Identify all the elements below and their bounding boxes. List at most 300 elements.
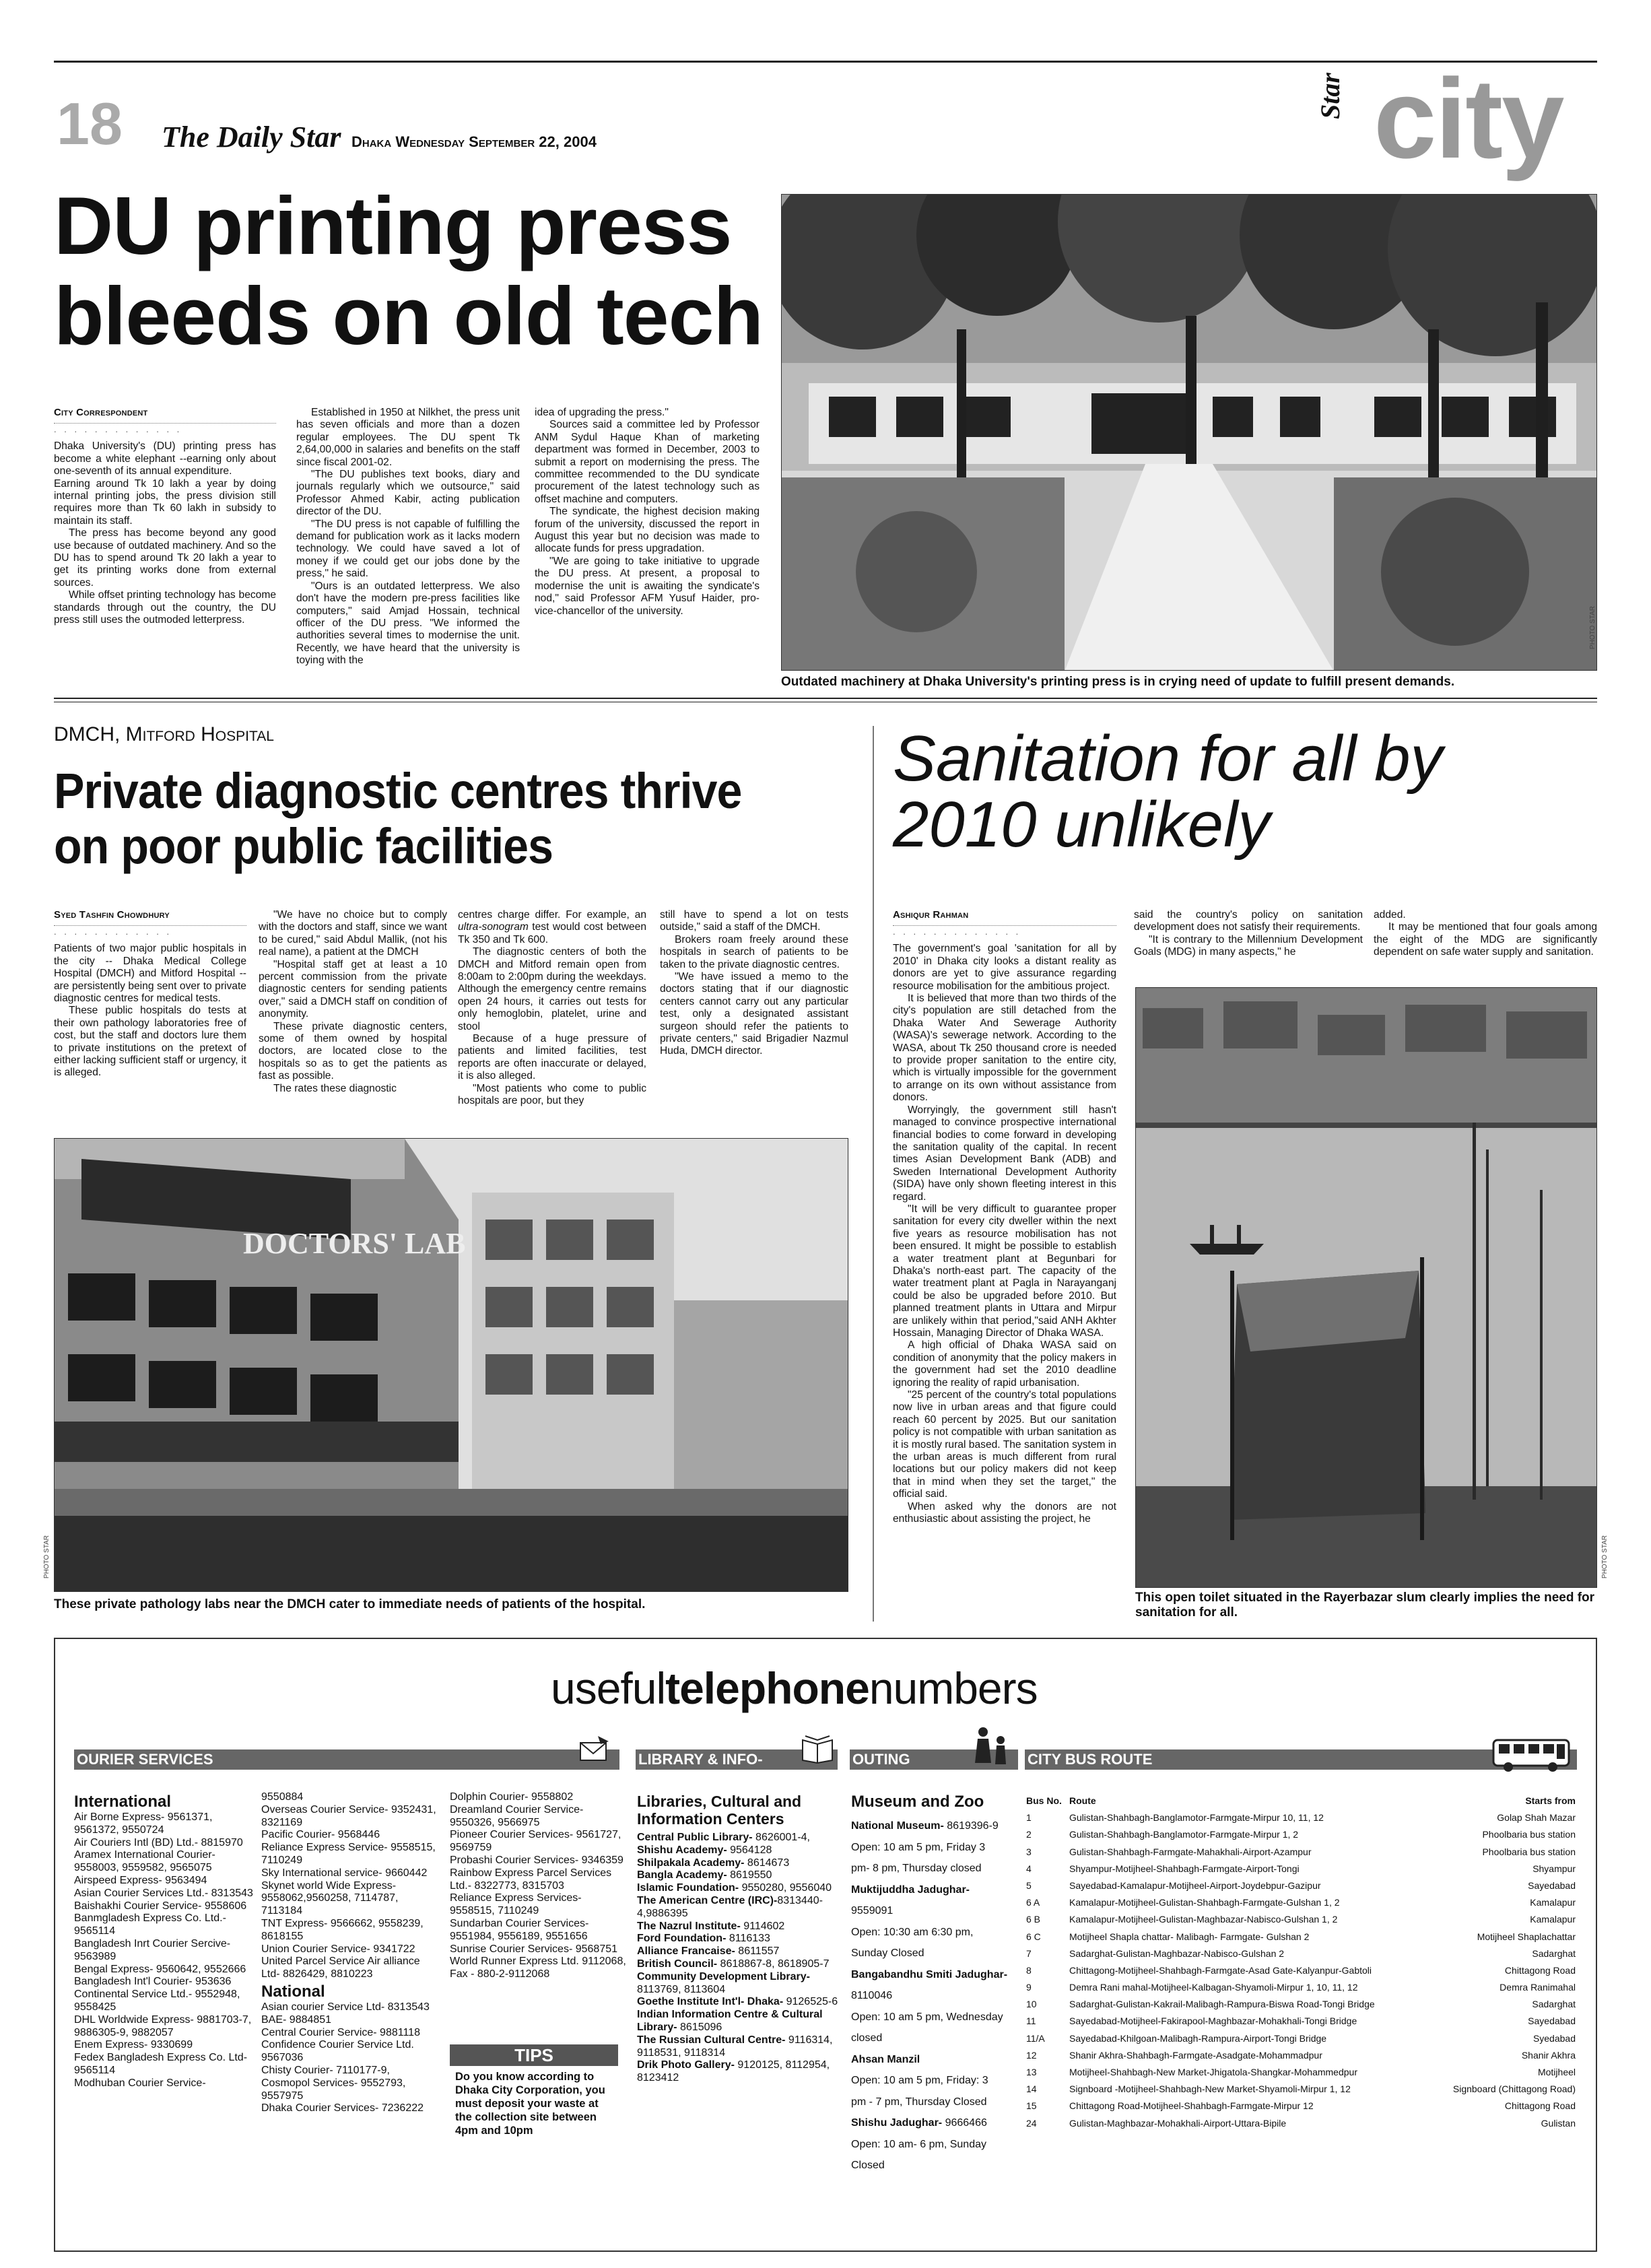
outing-people-icon: [967, 1725, 1014, 1767]
library-entry-name: The American Centre (IRC)-: [637, 1894, 778, 1906]
column-divider: [873, 726, 874, 1622]
courier-entry: Bangladesh Int'l Courier- 953636: [74, 1976, 232, 1988]
outing-entry: [851, 1837, 1019, 1859]
bus-route-row: [1026, 1929, 1576, 1945]
outing-entry: [851, 2049, 1019, 2071]
outing-entry-text: Open: 10 am 5 pm, Wednesday: [851, 2011, 1003, 2023]
bus-route-row: [1026, 1996, 1576, 2013]
courier-entry: Bangladesh Inrt Courier Sercive- 9563989: [74, 1937, 231, 1962]
bus-route-table: [1026, 1793, 1576, 2132]
bus-start-point: Phoolbaria bus station: [1482, 1846, 1576, 1857]
courier-col2b-list: [261, 2001, 436, 2115]
bus-route-text: Chittagong-Motijheel-Shahbagh-Farmgate-Asad Gate-Kalyanpur-Gabtoli: [1069, 1964, 1372, 1976]
courier-entry: Reliance Express Service- 9558515, 7110249: [261, 1842, 436, 1866]
story2-headline-line1: Private diagnostic centres thrive: [54, 763, 742, 819]
story2-photo-credit: PHOTO STAR: [43, 1535, 50, 1579]
bus-route-text: Kamalapur-Motijheel-Gulistan-Maghbazar-Nabisco-Gulshan 1, 2: [1069, 1914, 1338, 1925]
library-entry: [637, 1882, 839, 1895]
bus-route-row: [1026, 1861, 1576, 1877]
courier-entry: Confidence Courier Service Ltd. 9567036: [261, 2039, 414, 2064]
library-entry-name: Alliance Francaise-: [637, 1945, 735, 1958]
bus-route-row: [1026, 2030, 1576, 2047]
bus-route-row: [1026, 1911, 1576, 1928]
tips-box: [450, 2044, 618, 2145]
bus-route-text: Sayedabad-Motijheel-Fakirapool-Maghbazar-Mohakhali-Tongi Bridge: [1069, 2015, 1357, 2027]
bus-number: 6 A: [1026, 1897, 1040, 1908]
library-entry-number: 9114602: [740, 1920, 785, 1932]
outing-entry: [851, 1815, 1019, 1837]
outing-entry-text: Open: 10:30 am 6:30 pm,: [851, 1926, 974, 1938]
courier-col3-list: [450, 1791, 626, 1981]
bus-start-point: Demra Ranimahal: [1500, 1982, 1576, 1993]
outing-entry: [851, 1985, 1019, 2007]
byline-dots: . . . . . . . . . . . . .: [54, 423, 276, 438]
telephone-title: [551, 1663, 1038, 1713]
outing-entry-text: Sunday Closed: [851, 1947, 924, 1959]
outing-entry-text: closed: [851, 2032, 883, 2044]
story3-col1-p3: Worryingly, the government still hasn't managed to convince prospective international financial bodies to come forward in developing the sanitation quality of the capital. In recent times Asian Development Bank (ADB) and Sweden International Development Authority (SIDA) have only shown fleeting interest in this regard.: [893, 1104, 1116, 1203]
story2-col3-italic: ultra-sonogram: [458, 921, 529, 933]
courier-entry: Air Borne Express- 9561371, 9561372, 9550724: [74, 1811, 213, 1836]
library-entry-number: 8614673: [744, 1857, 790, 1869]
story3-col3-p1: added.: [1374, 909, 1406, 921]
library-book-icon: [800, 1733, 835, 1764]
story1-col3-p3: The syndicate, the highest decision making forum of the university, discussed the report in August this year but no decision was made to allocate funds for press upgradation.: [535, 506, 760, 555]
library-entry-number: 9116314, 9118531, 9118314: [637, 2034, 833, 2059]
courier-entry: BAE- 9884851: [261, 2013, 332, 2026]
courier-entry: 9550884: [261, 1791, 304, 1803]
courier-entry: Bengal Express- 9560642, 9552666: [74, 1963, 246, 1975]
bus-route-row: [1026, 1979, 1576, 1996]
courier-entry: Overseas Courier Service- 9352431, 8321169: [261, 1803, 436, 1828]
outing-entry: [851, 1900, 1019, 1922]
library-col: [637, 1791, 839, 2236]
library-entry: [637, 1971, 839, 1997]
story3-headline-line1: Sanitation for all by: [893, 723, 1443, 795]
story1-col2-p3: "The DU press is not capable of fulfilling the demand for publication work as it lacks modern technology. We could have saved a lot of money if we could get our jobs done by the press," he said.: [296, 518, 520, 580]
outing-entry: [851, 2070, 1019, 2092]
byline-dots: . . . . . . . . . . . .: [54, 925, 246, 940]
courier-entry: Asian courier Service Ltd- 8313543: [261, 2001, 430, 2013]
library-entry: [637, 2034, 839, 2060]
printing-press-photo: [781, 194, 1597, 671]
story1-col3: [535, 407, 760, 690]
library-entry-name: Central Public Library-: [637, 1832, 753, 1843]
story2-col2-p4: The rates these diagnostic: [273, 1082, 397, 1094]
diagnostic-centres-illustration: [55, 1139, 848, 1592]
story2-col3-p2: The diagnostic centers of both the DMCH and Mitford remain open from 8:00am to 2:00pm during the weekdays. Although the emergency centre remains open 24 hours, it carries out tests for only hemoglobin, platelet, urine and stool: [458, 946, 646, 1032]
outing-entry: [851, 2007, 1019, 2028]
library-entry-name: The Nazrul Institute-: [637, 1920, 741, 1932]
story2-byline: Syed Tashfin Chowdhury: [54, 909, 170, 921]
outing-entry: [851, 1964, 1019, 1986]
outing-entry-text: 9666466: [942, 2117, 987, 2129]
bus-route-row: [1026, 1826, 1576, 1843]
library-entry: [637, 1921, 839, 1933]
library-entry-number: 8313440-4,9886395: [637, 1894, 823, 1919]
story2-col4-p3: "We have issued a memo to the doctors stating that if our diagnostic centers cannot carry out any particular test, only a designated assistant surgeon should refer the patients to private centers," said Brigadier Nazmul Huda, DMCH director.: [660, 971, 848, 1057]
bus-start-point: Sayedabad: [1528, 1879, 1576, 1891]
courier-entry: Continental Service Ltd.- 9552948, 9558425: [74, 1989, 240, 2013]
courier-entry: Union Courier Service- 9341722: [261, 1943, 415, 1955]
story3-col1-p1: The government's goal 'sanitation for all by 2010' in Dhaka city looks a distant reality as donors are yet to give assurance regarding resource mobilisation for the ambitious project.: [893, 943, 1116, 992]
bus-route-text: Gulistan-Shahbagh-Farmgate-Mahakhali-Airport-Azampur: [1069, 1846, 1312, 1857]
courier-entry: Pacific Courier- 9568446: [261, 1829, 380, 1841]
story2-col2-p2: "Hospital staff get at least a 10 percent commission from the private diagnostic centers for sending patients over," said a DMCH staff on condition of anonymity.: [259, 958, 447, 1020]
story2-col3-p3: Because of a huge pressure of patients and limited facilities, test reports are often inaccurate or delayed, it is also alleged.: [458, 1033, 646, 1082]
bus-route-row: [1026, 1894, 1576, 1911]
story3-photo-credit: PHOTO STAR: [1601, 1535, 1609, 1579]
courier-entry: Dolphin Courier- 9558802: [450, 1791, 574, 1803]
story1-headline-line1: DU printing press: [54, 180, 732, 271]
courier-entry: Aramex International Courier- 9558003, 9559582, 9565075: [74, 1849, 215, 1874]
bus-route-text: Kamalapur-Motijheel-Gulistan-Shahbagh-Farmgate-Gulshan 1, 2: [1069, 1897, 1340, 1908]
outing-entry-text: Closed: [851, 2160, 885, 2171]
courier-entry: Sunrise Courier Services- 9568751: [450, 1943, 618, 1955]
bus-route-text: Sadarghat-Gulistan-Kakrail-Malibagh-Rampura-Biswa Road-Tongi Bridge: [1069, 1999, 1375, 2010]
courier-col2a-list: [261, 1791, 436, 1981]
outing-heading: Museum and Zoo: [851, 1793, 984, 1811]
doctors-lab-sign: DOCTORS' LAB: [243, 1227, 466, 1260]
bus-start-point: Golap Shah Mazar: [1497, 1812, 1576, 1824]
library-entry: [637, 1832, 839, 1844]
courier-entry: Skynet world Wide Express- 9558062,9560258, 7114787, 7113184: [261, 1879, 399, 1917]
courier-entry: World Runner Express Ltd. 9112068, Fax - 880-2-9112068: [450, 1956, 626, 1980]
bus-route-text: Sayedabad-Kamalapur-Motijheel-Airport-Joydebpur-Gazipur: [1069, 1879, 1321, 1891]
library-entry-name: The Russian Cultural Centre-: [637, 2034, 786, 2046]
story1-col3-p2: Sources said a committee led by Professor ANM Sydul Haque Khan of marketing department was formed in December, 2003 to submit a report on modernising the press. The committee recommended to the DU syndicate procurement of the latest technology such as offset machine and computers.: [535, 419, 760, 505]
bus-route-row: [1026, 1962, 1576, 1979]
story1-col1-p3: The press has become beyond any good use because of outdated machinery. And so the DU has to spend around Tk 20 lakh a year to get its printing works done from external sources.: [54, 527, 276, 589]
story2-col4-p2: Brokers roam freely around these hospitals in search of patients to be taken to the private diagnostic centres.: [660, 933, 848, 970]
outing-entry: [851, 2155, 1019, 2176]
story1-caption: Outdated machinery at Dhaka University's printing press is in crying need of update to fulfill present demands.: [781, 675, 1455, 689]
bus-start-point: Kamalapur: [1530, 1914, 1576, 1925]
telephone-title-bold: telephone: [665, 1663, 869, 1713]
library-entry-number: 9564128: [727, 1844, 772, 1856]
courier-entry: Air Couriers Intl (BD) Ltd.- 8815970: [74, 1836, 243, 1848]
open-toilet-illustration: [1136, 988, 1597, 1588]
section-word: city: [1374, 55, 1563, 182]
story3-col1-p5: A high official of Dhaka WASA said on condition of anonymity that the policy makers in the government had set the 2010 deadline ignoring the reality of rapid urbanisation.: [893, 1339, 1116, 1389]
bus-route-text: Sadarghat-Gulistan-Maghbazar-Nabisco-Gulshan 2: [1069, 1947, 1285, 1959]
outing-entry-name: National Museum-: [851, 1820, 944, 1832]
top-rule: [54, 61, 1597, 63]
bus-start-point: Shanir Akhra: [1521, 2049, 1576, 2061]
outing-entry: [851, 1858, 1019, 1879]
page-number: 18: [57, 90, 123, 157]
bus-route-row: [1026, 2081, 1576, 2098]
outing-list: [851, 1815, 1019, 2176]
section-rule-1: [54, 698, 1597, 699]
bus-route-text: Shyampur-Motijheel-Shahbagh-Farmgate-Airport-Tongi: [1069, 1863, 1300, 1874]
library-heading: Libraries, Cultural and Information Centers: [637, 1793, 802, 1828]
story3-col2: [1134, 909, 1363, 983]
story2-col1-p2: These public hospitals do tests at their own pathology laboratories free of cost, but the staff and doctors lure them to private institutions on the pretext of either lacking sufficient staff or urgency, it is alleged.: [54, 1005, 246, 1079]
outing-entry: [851, 2134, 1019, 2156]
story3-col1-p6: "25 percent of the country's total populations now live in urban areas and that figure could reach 60 percent by 2025. But our sanitation policy is not compatible with urban sanitation as it is mostly rural based. The sanitation system in the urban areas is much different from rural locations but our policy makers did not keep that in mind when they set the target," the official said.: [893, 1389, 1116, 1500]
bus-route-text: Motijheel Shapla chattar- Malibagh- Farmgate- Gulshan 2: [1069, 1931, 1310, 1942]
courier-entry: Dhaka Courier Services- 7236222: [261, 2102, 424, 2114]
story2-col1: [54, 909, 246, 1129]
story3-col3-p2: It may be mentioned that four goals among the eight of the MDG are significantly dependent on safe water supply and sanitation.: [1374, 921, 1597, 958]
bus-number: 6 B: [1026, 1914, 1041, 1925]
bus-route-text: Demra Rani mahal-Motijheel-Kalbagan-Shyamoli-Mirpur 1, 10, 11, 12: [1069, 1982, 1358, 1993]
story1-col1-p4: While offset printing technology has become standards through out the country, the DU press still uses the outmoded letterpress.: [54, 589, 276, 626]
library-entry-name: Ford Foundation-: [637, 1933, 727, 1945]
courier-entry: Baishakhi Courier Service- 9558606: [74, 1900, 247, 1912]
bus-route-row: [1026, 2013, 1576, 2030]
bus-route-text: Motijheel-Shahbagh-New Market-Jhigatola-Shangkar-Mohammedpur: [1069, 2067, 1357, 2077]
outing-entry: [851, 2092, 1019, 2113]
bus-start-point: Gulistan: [1541, 2117, 1576, 2129]
bus-route-row: [1026, 1945, 1576, 1962]
bus-number: 1: [1026, 1812, 1032, 1824]
courier-col3: [450, 1791, 626, 2047]
courier-entry: Enem Express- 9330699: [74, 2039, 193, 2051]
story3-byline: Ashiqur Rahman: [893, 909, 969, 921]
outing-entry: [851, 1879, 1019, 1901]
bus-number: 14: [1026, 2083, 1037, 2095]
bus-route-row: [1026, 1877, 1576, 1894]
library-entry-number: 8618867-8, 8618905-7: [717, 1958, 830, 1970]
story2-col1-p1: Patients of two major public hospitals in the city -- Dhaka Medical College Hospital (DMCH) and Mitford Hospital -- are persistently being sent over to private diagnostic centres for medical tests.: [54, 943, 246, 1005]
library-entry-number: 9550280, 9556040: [739, 1882, 832, 1894]
courier-international-heading: International: [74, 1793, 172, 1811]
telephone-title-pre: useful: [551, 1663, 666, 1713]
story1-headline: [54, 180, 764, 362]
bus-header-no: Bus No.: [1026, 1795, 1062, 1806]
courier-entry: Airspeed Express- 9563494: [74, 1874, 207, 1886]
story1-col2-p1: Established in 1950 at Nilkhet, the press unit has seven officials and more than a dozen regular employees. The DU spent Tk 2,64,00,000 in salaries and benefits on the staff since fiscal 2001-02.: [296, 407, 520, 468]
bus-start-point: Motijheel Shaplachattar: [1477, 1931, 1576, 1942]
bus-route-row: [1026, 1844, 1576, 1861]
bus-number: 15: [1026, 2100, 1037, 2112]
story3-col1-p7: When asked why the donors are not enthusiastic about assisting the project, he: [893, 1500, 1116, 1525]
library-entry-name: Shishu Academy-: [637, 1844, 727, 1856]
courier-entry: Cosmopol Services- 9552793, 9557975: [261, 2077, 406, 2102]
bus-number: 11/A: [1026, 2032, 1045, 2044]
courier-entry: United Parcel Service Air alliance Ltd- 8826429, 8810223: [261, 1956, 420, 1980]
story1-photo-credit: PHOTO STAR: [1589, 606, 1596, 650]
story1-col1-p1: Dhaka University's (DU) printing press has become a white elephant --earning only about one-seventh of its annual expenditure.: [54, 440, 276, 477]
library-entry-number: 8116133: [726, 1933, 770, 1945]
courier-entry: Rainbow Express Parcel Services Ltd.- 8322773, 8315703: [450, 1867, 612, 1892]
story2-col3-post: test would cost between Tk 350 and Tk 600.: [458, 921, 646, 945]
outing-entry: [851, 1943, 1019, 1964]
bus-number: 10: [1026, 1999, 1037, 2010]
bus-route-text: Signboard -Motijheel-Shahbagh-New Market-Shyamoli-Mirpur 1, 12: [1069, 2083, 1351, 2095]
courier-entry: Probashi Courier Services- 9346359: [450, 1854, 624, 1866]
courier-entry: Central Courier Service- 9881118: [261, 2026, 420, 2038]
bus-number: 12: [1026, 2049, 1037, 2061]
outing-entry-text: Open: 10 am- 6 pm, Sunday: [851, 2138, 986, 2150]
library-entry-number: 9126525-6: [783, 1996, 838, 2008]
library-entry-name: Goethe Institute Int'l- Dhaka-: [637, 1996, 784, 2008]
courier-col1: [74, 1791, 256, 2236]
story1-col1-p2: Earning around Tk 10 lakh a year by doing internal printing jobs, the press division still requires more than Tk 60 lakh in subsidy to maintain its staff.: [54, 477, 276, 527]
bus-start-point: Signboard (Chittagong Road): [1452, 2083, 1576, 2095]
courier-entry: Sky International service- 9660442: [261, 1867, 428, 1879]
story3-col2-p1: said the country's policy on sanitation development does not satisfy their requirements.: [1134, 909, 1363, 933]
bus-icon: [1492, 1737, 1570, 1774]
bus-start-point: Sadarghat: [1532, 1947, 1576, 1959]
section-logo: Star: [1315, 73, 1345, 119]
courier-entry: Chisty Courier- 7110177-9,: [261, 2064, 390, 2076]
bus-route-row: [1026, 2064, 1576, 2081]
story3-col3: [1374, 909, 1597, 983]
library-entry: [637, 1857, 839, 1870]
bus-number: 13: [1026, 2067, 1037, 2077]
bus-route-text: Gulistan-Maghbazar-Mohakhali-Airport-Uttara-Bipile: [1069, 2117, 1287, 2129]
story2-col3-pre: centres charge differ. For example, an: [458, 909, 646, 921]
outing-entry-name: Bangabandhu Smiti Jadughar-: [851, 1968, 1008, 1980]
courier-col1-list: [74, 1811, 256, 2090]
bus-start-point: Kamalapur: [1530, 1897, 1576, 1908]
byline-dots: . . . . . . . . . . . . .: [893, 925, 1116, 940]
library-entry-name: Community Development Library-: [637, 1970, 810, 1982]
library-entry-number: 8626001-4,: [752, 1832, 810, 1843]
courier-entry: Reliance Express Services- 9558515, 7110249: [450, 1892, 582, 1917]
outing-entry-text: 9559091: [851, 1905, 894, 1916]
library-entry: [637, 2009, 839, 2034]
outing-entry-name: Shishu Jadughar-: [851, 2117, 943, 2129]
library-entry-number: 8113769, 8113604: [637, 1983, 726, 1995]
outing-entry-text: Open: 10 am 5 pm, Friday 3: [851, 1841, 986, 1853]
bus-number: 7: [1026, 1947, 1032, 1959]
outing-entry-text: 8619396-9: [943, 1820, 999, 1832]
story1-byline: City Correspondent: [54, 407, 148, 418]
library-entry: [637, 1945, 839, 1958]
story1-col2-p4: "Ours is an outdated letterpress. We also don't have the modern pre-press facilities like computers," said Amjad Hossain, technical officer of the DU press. "We informed the authorities several times to modernise the unit. Recently, we have heard that the university is toying with the: [296, 580, 520, 667]
outing-col: [851, 1791, 1019, 2236]
story3-col1: [893, 909, 1116, 1623]
courier-entry: Dreamland Courier Service- 9550326, 9566975: [450, 1803, 584, 1828]
bus-number: 2: [1026, 1829, 1032, 1840]
story2-headline: [54, 763, 742, 874]
story1-col3-p4: "We are going to take initiative to upgrade the DU press. At present, a proposal to modernise the unit is awaiting the syndicate's nod," said Professor AFM Yusuf Haider, pro-vice-chancellor of the university.: [535, 555, 760, 617]
story2-col2-p1: "We have no choice but to comply with the doctors and staff, since we want to be cured," said Abdul Mallik, (not his real name), a patient at the DMCH: [259, 909, 447, 958]
bus-route-text: Shanir Akhra-Shahbagh-Farmgate-Asadgate-Mohammadpur: [1069, 2049, 1322, 2061]
tips-title: TIPS: [450, 2044, 618, 2066]
library-entry-name: Drik Photo Gallery-: [637, 2059, 735, 2071]
bus-start-point: Syedabad: [1532, 2032, 1576, 2044]
courier-envelope-icon: [578, 1735, 610, 1763]
bus-route-row: [1026, 1809, 1576, 1826]
story1-headline-line2: bleeds on old tech: [54, 270, 764, 362]
library-entry-number: 8611557: [735, 1945, 780, 1958]
story3-col1-p4: "It will be very difficult to guarantee proper sanitation for every city dweller within the next five years as resource mobilisation has not been ensured. It might be possible to establish a water treatment plant at Begunbari for Dhaka's north-east part. The capacity of the water treatment plant at Pagla in Narayanganj could be also be upgraded before 2010. But planned treatment plants in Uttara and Mirpur are unlikely within that period,"said ANH Akhter Hossain, Managing Director of Dhaka WASA.: [893, 1203, 1116, 1339]
bus-start-point: Chittagong Road: [1504, 1964, 1576, 1976]
bus-header-row: [1026, 1793, 1576, 1809]
library-entry: [637, 1844, 839, 1857]
bus-route-row: [1026, 2047, 1576, 2064]
story3-headline: [893, 723, 1443, 861]
library-entry-number: 8615096: [677, 2021, 722, 2033]
bus-number: 9: [1026, 1982, 1032, 1993]
bus-route-text: Gulistan-Shahbagh-Banglamotor-Farmgate-Mirpur 1, 2: [1069, 1829, 1299, 1840]
outing-entry-text: pm - 7 pm, Thursday Closed: [851, 2096, 987, 2108]
courier-entry: TNT Express- 9566662, 9558239, 8618155: [261, 1917, 424, 1942]
tips-text: Do you know according to Dhaka City Corporation, you must deposit your waste at the collection site between 4pm and 10pm: [455, 2071, 605, 2137]
bus-route-text: Gulistan-Shahbagh-Banglamotor-Farmgate-Mirpur 10, 11, 12: [1069, 1812, 1324, 1824]
outing-entry-name: Ahsan Manzil: [851, 2053, 920, 2065]
courier-national-heading: National: [261, 1982, 325, 2001]
city-bus-route-header: CITY BUS ROUTE: [1025, 1749, 1577, 1770]
bus-number: 6 C: [1026, 1931, 1041, 1942]
bus-start-point: Chittagong Road: [1504, 2100, 1576, 2112]
paper-name: The Daily Star: [162, 121, 341, 154]
bus-number: 5: [1026, 1879, 1032, 1891]
library-entry-number: 9120125, 8112954, 8123412: [637, 2059, 830, 2084]
library-entry: [637, 1996, 839, 2009]
story2-col4: [660, 909, 848, 1129]
bus-route-text: Sayedabad-Khilgoan-Malibagh-Rampura-Airport-Tongi Bridge: [1069, 2032, 1327, 2044]
story1-col3-p1: idea of upgrading the press.": [535, 407, 669, 418]
library-entry-name: Indian Information Centre & Cultural Library-: [637, 2009, 823, 2033]
courier-entry: Pioneer Courier Services- 9561727, 9569759: [450, 1829, 621, 1854]
story1-col2-p2: "The DU publishes text books, diary and journals regularly which we outsource," said Professor Ahmed Kabir, acting publication director of the DU.: [296, 469, 520, 518]
courier-entry: DHL Worldwide Express- 9881703-7, 9886305-9, 9882057: [74, 2013, 252, 2038]
story3-headline-line2: 2010 unlikely: [893, 788, 1271, 861]
outing-header: OUTING: [850, 1749, 1018, 1770]
bus-number: 8: [1026, 1964, 1032, 1976]
story2-col2-p3: These private diagnostic centers, some of them owned by hospital doctors, are located close to the hospitals so as to get the patients as fast as possible.: [259, 1020, 447, 1082]
diagnostic-centres-photo: [54, 1138, 848, 1592]
bus-route-text: Chittagong Road-Motijheel-Shahbagh-Farmgate-Mirpur 12: [1069, 2100, 1314, 2112]
bus-number: 24: [1026, 2117, 1037, 2129]
open-toilet-photo: [1135, 987, 1597, 1588]
library-entry-name: Islamic Foundation-: [637, 1882, 739, 1894]
story2-kicker: DMCH, Mitford Hospital: [54, 723, 274, 745]
telephone-title-post: numbers: [869, 1663, 1038, 1713]
bus-start-point: Shyampur: [1532, 1863, 1576, 1874]
outing-entry-text: Open: 10 am 5 pm, Friday: 3: [851, 2075, 988, 2086]
outing-entry-name: Muktijuddha Jadughar-: [851, 1883, 970, 1896]
bus-start-point: Motijheel: [1537, 2067, 1576, 2077]
library-entry-name: Bangla Academy-: [637, 1869, 727, 1881]
outing-entry: [851, 2028, 1019, 2049]
bus-number: 11: [1026, 2015, 1036, 2027]
bus-start-point: Phoolbaria bus station: [1482, 1829, 1576, 1840]
bus-header-route: Route: [1069, 1795, 1096, 1806]
story1-col2: [296, 407, 520, 690]
library-info-header: LIBRARY & INFO-: [636, 1749, 838, 1770]
courier-entry: Asian Courier Services Ltd.- 8313543: [74, 1887, 253, 1899]
bus-route-row: [1026, 2115, 1576, 2132]
library-entry: [637, 1933, 839, 1945]
story2-caption: These private pathology labs near the DMCH cater to immediate needs of patients of the hospital.: [54, 1597, 646, 1611]
printing-press-illustration: [782, 195, 1597, 671]
story2-headline-line2: on poor public facilities: [54, 818, 553, 874]
library-entry: [637, 1895, 839, 1921]
bus-start-point: Sayedabad: [1528, 2015, 1576, 2027]
outing-entry-text: 8110046: [851, 1990, 893, 2001]
story2-col3: [458, 909, 646, 1129]
courier-services-header: OURIER SERVICES: [74, 1749, 619, 1770]
courier-entry: Fedex Bangladesh Express Co. Ltd- 9565114: [74, 2052, 248, 2076]
courier-col2: [261, 1791, 436, 2236]
courier-entry: Banmgladesh Express Co. Ltd.- 9565114: [74, 1912, 226, 1937]
story1-col1: [54, 407, 276, 690]
story2-col3-p4: "Most patients who come to public hospitals are poor, but they: [458, 1082, 646, 1107]
story3-col1-p2: It is believed that more than two thirds of the city's population are still detached from the Dhaka Water And Sewerage Authority (WASA)'s sewerage network. According to the WASA, about Tk 250 thousand crore is needed to provide proper sanitation to the entire city, which is virtually impossible for the government to arrange on its own without assistance from donors.: [893, 993, 1116, 1104]
courier-entry: Sundarban Courier Services- 9551984, 9556189, 9551656: [450, 1917, 589, 1942]
library-list: [637, 1832, 839, 2085]
bus-rows: [1026, 1809, 1576, 2132]
bus-start-point: Sadarghat: [1532, 1999, 1576, 2010]
bus-number: 3: [1026, 1846, 1032, 1857]
